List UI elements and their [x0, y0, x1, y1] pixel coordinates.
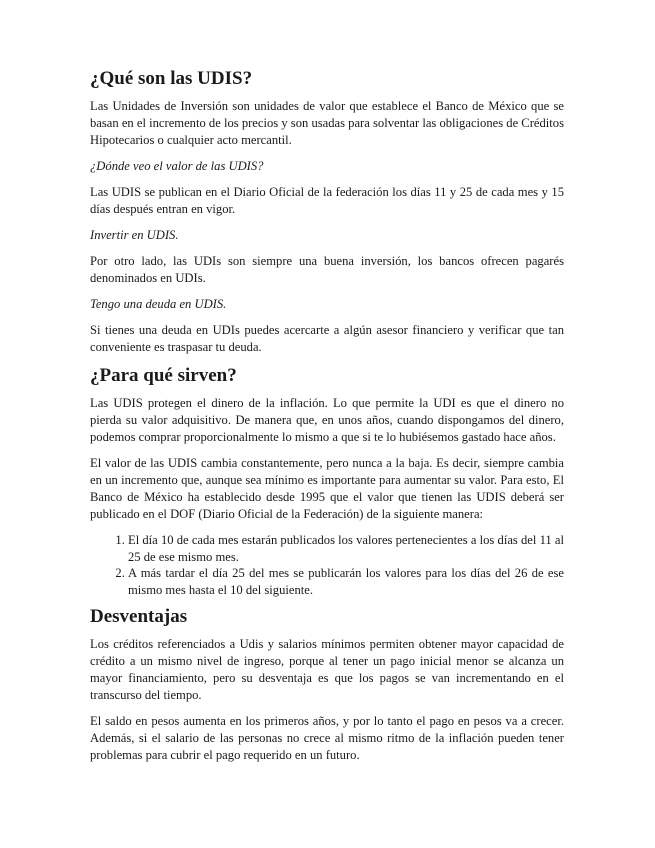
- paragraph: Las Unidades de Inversión son unidades de valor que establece el Banco de México que se basan en el incremento de los precios y son usadas para solventar las obligaciones de Créditos Hipotecarios o cualquier acto mercantil.: [90, 99, 564, 147]
- document-page: [90, 68, 564, 773]
- section-heading: Desventajas: [90, 606, 188, 627]
- list-item: 1. El día 10 de cada mes estarán publicados los valores pertenecientes a los días del 11 al 25 de ese mismo mes.: [128, 532, 564, 565]
- paragraph: Los créditos referenciados a Udis y salarios mínimos permiten obtener mayor capacidad de crédito a un mismo nivel de ingreso, porque al tener un pago inicial menor se alcanza un mayor financiamiento, pero su desventaja es que los pagos se van incrementando en el transcurso del tiempo.: [90, 637, 564, 702]
- paragraph: El valor de las UDIS cambia constantemente, pero nunca a la baja. Es decir, siempre cambia en un incremento que, aunque sea mínimo es importante para aumentar su valor. Para esto, El Banco de México ha establecido desde 1995 que el valor que tienen las UDIS deberá ser publicado en el DOF (Diario Oficial de la Federación) de la siguiente manera:: [90, 456, 564, 521]
- subheading: Tengo una deuda en UDIS.: [90, 297, 227, 311]
- section-desventajas: [90, 606, 564, 764]
- subheading: Invertir en UDIS.: [90, 228, 179, 242]
- numbered-list: [90, 532, 564, 598]
- section-heading: ¿Qué son las UDIS?: [90, 68, 253, 89]
- paragraph: Si tienes una deuda en UDIs puedes acercarte a algún asesor financiero y verificar que tan conveniente es traspasar tu deuda.: [90, 323, 564, 354]
- paragraph: Las UDIS protegen el dinero de la inflación. Lo que permite la UDI es que el dinero no pierda su valor adquisitivo. De manera que, en unos años, cuando dispongamos del dinero, podemos comprar proporcionalmente lo mismo a que si te lo hubiésemos gastado hace años.: [90, 396, 564, 444]
- paragraph: Las UDIS se publican en el Diario Oficial de la federación los días 11 y 25 de cada mes y 15 días después entran en vigor.: [90, 185, 564, 216]
- list-item: 2. A más tardar el día 25 del mes se publicarán los valores para los días del 26 de ese mismo mes hasta el 10 del siguiente.: [128, 565, 564, 598]
- subheading: ¿Dónde veo el valor de las UDIS?: [90, 159, 264, 173]
- section-heading: ¿Para qué sirven?: [90, 365, 237, 386]
- section-que-son: [90, 68, 564, 356]
- paragraph: Por otro lado, las UDIs son siempre una buena inversión, los bancos ofrecen pagarés denominados en UDIs.: [90, 254, 564, 285]
- section-para-que-sirven: [90, 365, 564, 598]
- paragraph: El saldo en pesos aumenta en los primeros años, y por lo tanto el pago en pesos va a crecer. Además, si el salario de las personas no crece al mismo ritmo de la inflación pueden tener problemas para cubrir el pago requerido en un futuro.: [90, 714, 564, 762]
